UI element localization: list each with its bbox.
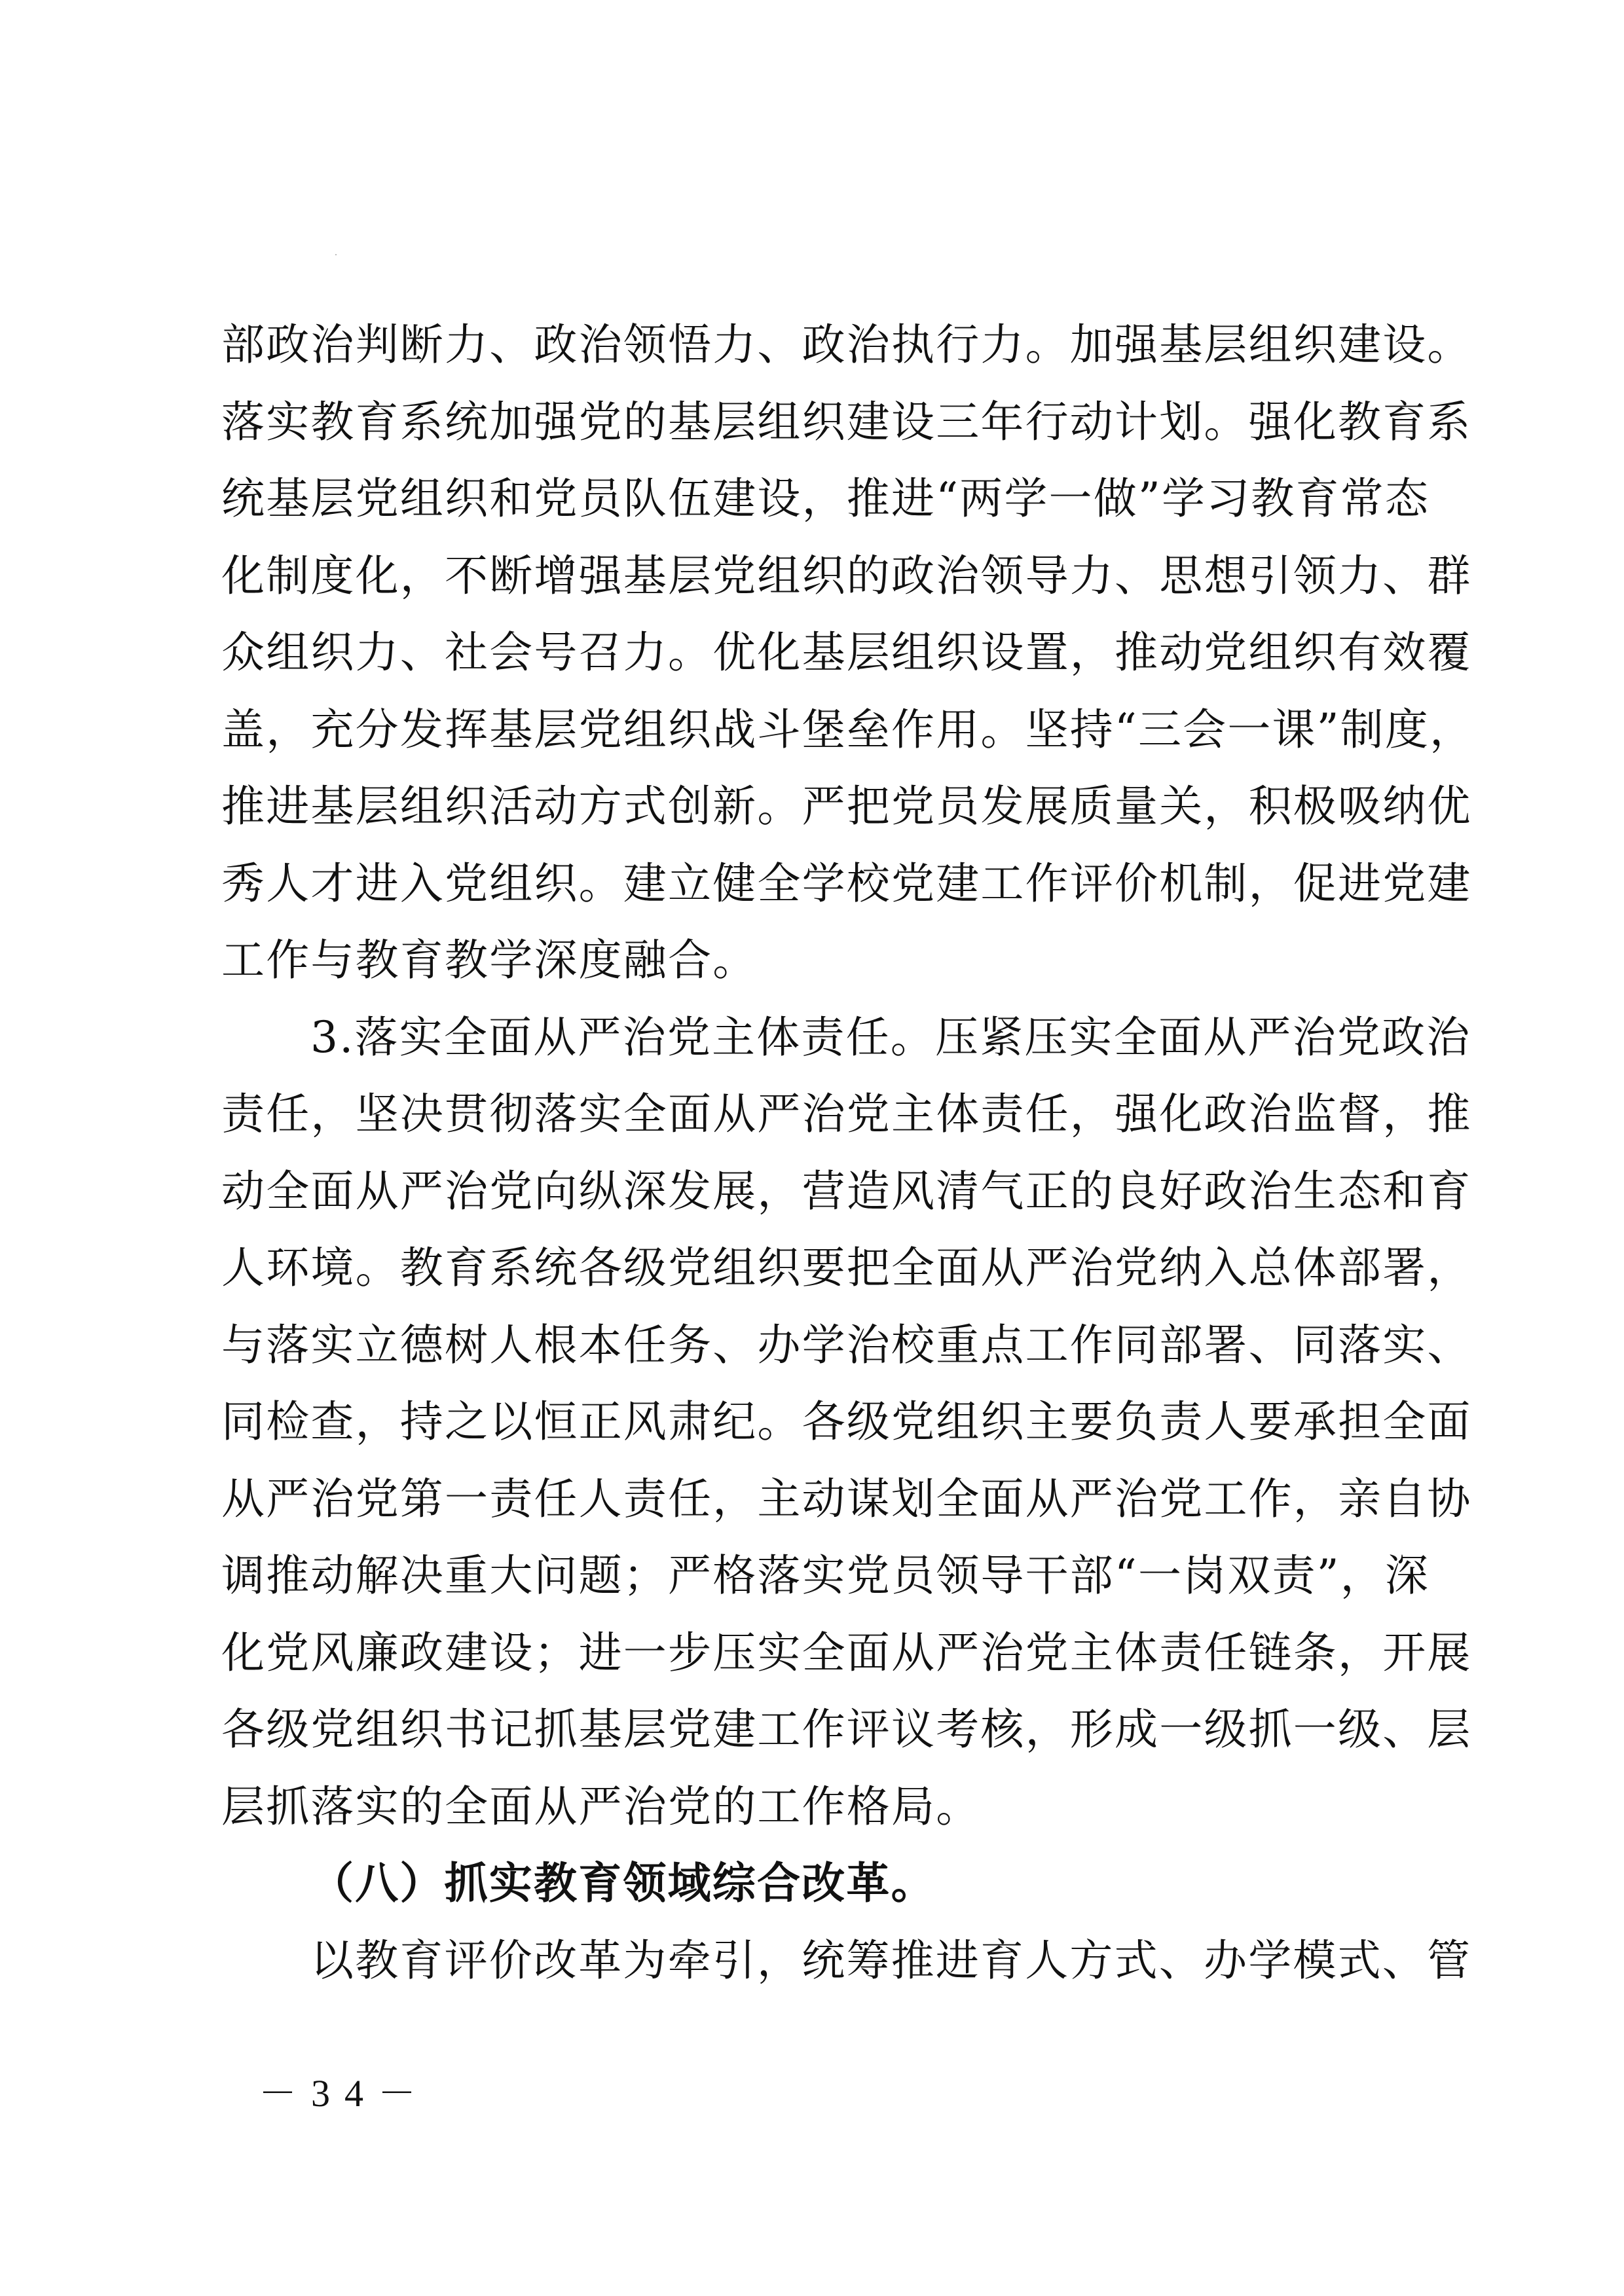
- text-line: 统基层党组织和党员队伍建设，推进“两学一做”学习教育常态: [221, 473, 1430, 524]
- text-line: 化党风廉政建设；进一步压实全面从严治党主体责任链条，开展: [221, 1627, 1472, 1678]
- text-line: 动全面从严治党向纵深发展，营造风清气正的良好政治生态和育: [221, 1165, 1472, 1216]
- scan-artifact: [335, 254, 337, 255]
- text-line: 化制度化，不断增强基层党组织的政治领导力、思想引领力、群: [221, 550, 1472, 601]
- text-line: 众组织力、社会号召力。优化基层组织设置，推动党组织有效覆: [221, 627, 1472, 678]
- text-line: 以教育评价改革为牵引，统筹推进育人方式、办学模式、管: [310, 1935, 1472, 1986]
- text-line: 部政治判断力、政治领悟力、政治执行力。加强基层组织建设。: [221, 319, 1472, 370]
- text-line: 落实教育系统加强党的基层组织建设三年行动计划。强化教育系: [221, 396, 1472, 447]
- page-number: －34－: [259, 2072, 431, 2115]
- text-line: 人环境。教育系统各级党组织要把全面从严治党纳入总体部署，: [221, 1243, 1472, 1293]
- paragraph-party-building: [221, 306, 1475, 999]
- text-line: 各级党组织书记抓基层党建工作评议考核，形成一级抓一级、层: [221, 1704, 1472, 1755]
- text-line: 从严治党第一责任人责任，主动谋划全面从严治党工作，亲自协: [221, 1473, 1472, 1524]
- text-line: 调推动解决重大问题；严格落实党员领导干部“一岗双责”，深: [221, 1550, 1430, 1601]
- paragraph-item-3-responsibility: [221, 999, 1472, 1846]
- text-line: 3.落实全面从严治党主体责任。压紧压实全面从严治党政治: [310, 1011, 1471, 1063]
- text-line: 与落实立德树人根本任务、办学治校重点工作同部署、同落实、: [221, 1319, 1472, 1370]
- section-heading-8: [221, 1845, 1426, 1922]
- text-line: 同检查，持之以恒正风肃纪。各级党组织主要负责人要承担全面: [221, 1396, 1472, 1447]
- text-line: 层抓落实的全面从严治党的工作格局。: [221, 1781, 981, 1832]
- paragraph-education-reform: [221, 1922, 1472, 1999]
- section-heading-text: （八）抓实教育领域综合改革。: [310, 1857, 936, 1908]
- text-line: 责任，坚决贯彻落实全面从严治党主体责任，强化政治监督，推: [221, 1089, 1472, 1139]
- text-line: 盖，充分发挥基层党组织战斗堡垒作用。坚持“三会一课”制度，: [221, 704, 1475, 755]
- text-line: 推进基层组织活动方式创新。严把党员发展质量关，积极吸纳优: [221, 781, 1472, 831]
- document-body: [221, 306, 1475, 1999]
- text-line: 工作与教育教学深度融合。: [221, 935, 758, 985]
- text-line: 秀人才进入党组织。建立健全学校党建工作评价机制，促进党建: [221, 858, 1472, 909]
